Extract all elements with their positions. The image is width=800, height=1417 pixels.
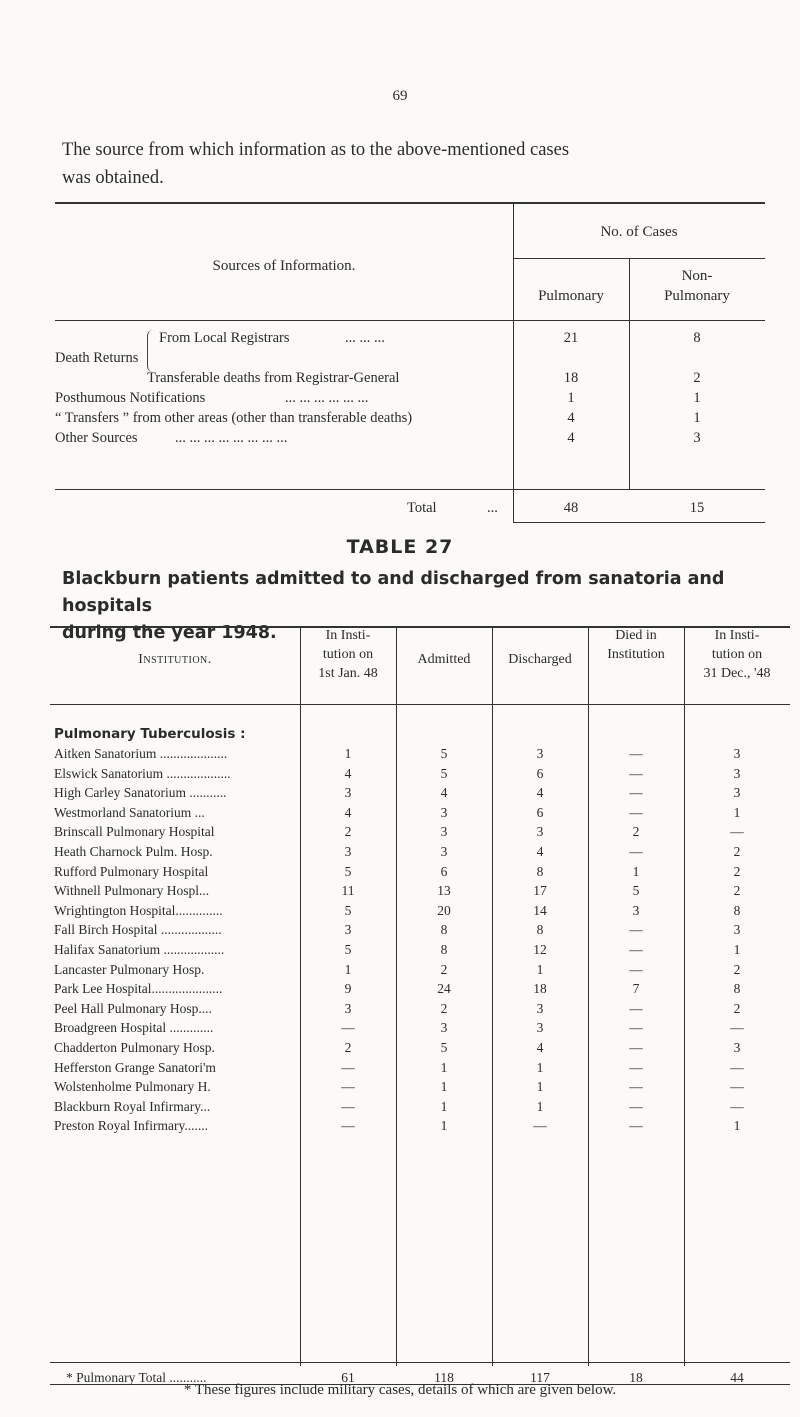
died-header <box>588 626 684 664</box>
cell-died: 2 <box>632 824 640 840</box>
cell-discharged: 4 <box>536 1040 544 1055</box>
cell-discharged: — <box>533 1118 547 1134</box>
cell-end: — <box>730 1098 744 1114</box>
cell-discharged: 1 <box>536 1059 544 1075</box>
intro-line-1: The source from which information as to the above-mentioned cases <box>62 140 570 160</box>
cell-discharged: 3 <box>536 824 544 840</box>
institution-name: Wrightington Hospital.............. <box>54 902 223 918</box>
pulmonary-header: Pulmonary <box>538 288 604 304</box>
cell-died: 7 <box>632 981 640 997</box>
table-row <box>50 1060 790 1079</box>
sources-row-label: “ Transfers ” from other areas (other than transferable deaths) <box>55 410 413 426</box>
cell-admitted: 3 <box>440 1020 448 1036</box>
sources-row-non-pulmonary: 8 <box>693 330 701 346</box>
total-label: * Pulmonary Total ........... <box>66 1370 207 1385</box>
end-header <box>684 626 790 683</box>
institution-name: Peel Hall Pulmonary Hosp.... <box>54 1000 212 1016</box>
cell-end: 3 <box>733 1040 741 1055</box>
sources-col-header: Sources of Information. <box>212 258 356 274</box>
cell-died: — <box>629 1059 643 1075</box>
sources-bottom-rule <box>513 522 765 523</box>
cell-admitted: 3 <box>440 844 448 859</box>
sources-total-pulmonary: 48 <box>563 500 579 516</box>
sources-row <box>55 410 765 430</box>
discharged-header: Discharged <box>508 652 572 667</box>
cell-died: — <box>629 961 643 977</box>
cell-admitted: 3 <box>440 824 448 840</box>
table-27-subtitle-line-2: during the year 1948. <box>62 623 277 643</box>
cell-died: — <box>629 1040 643 1055</box>
institution-name: Elswick Sanatorium ................... <box>54 765 231 781</box>
sources-row-non-pulmonary: 2 <box>693 370 701 386</box>
end-header-line-1: In Insti- <box>714 628 760 643</box>
death-returns-label: Death Returns <box>55 350 139 366</box>
table-row <box>50 1020 790 1039</box>
table-row <box>50 1001 790 1020</box>
page-number: 69 <box>392 88 408 104</box>
non-pulmonary-header-1: Non- <box>681 268 713 284</box>
cell-start: 3 <box>344 922 352 938</box>
sources-divider-1 <box>513 202 514 522</box>
institution-name: Aitken Sanatorium .................... <box>54 746 228 761</box>
cell-admitted: 1 <box>440 1079 448 1095</box>
total-admitted: 118 <box>434 1370 454 1385</box>
total-discharged: 117 <box>530 1370 550 1385</box>
cell-end: 1 <box>733 942 741 957</box>
cell-died: — <box>629 785 643 801</box>
start-header-line-2: tution on <box>322 647 374 662</box>
cell-admitted: 2 <box>440 1000 448 1016</box>
institution-name: Broadgreen Hospital ............. <box>54 1020 214 1036</box>
cell-end: 3 <box>733 765 741 781</box>
cell-end: — <box>730 1079 744 1095</box>
institution-name: Hefferston Grange Sanatori'm <box>54 1059 216 1075</box>
cell-end: — <box>730 1059 744 1075</box>
table-row <box>50 766 790 785</box>
cell-end: — <box>730 1020 744 1036</box>
cell-died: — <box>629 746 643 761</box>
cell-end: 2 <box>733 1000 741 1016</box>
sources-row-label: From Local Registrars <box>159 330 290 346</box>
cell-admitted: 1 <box>440 1098 448 1114</box>
cell-start: — <box>341 1118 355 1134</box>
cell-start: 11 <box>341 883 355 899</box>
institution-name: Rufford Pulmonary Hospital <box>54 863 209 879</box>
sources-row-pulmonary: 18 <box>563 370 579 386</box>
sources-row-pulmonary: 4 <box>567 410 575 426</box>
cell-admitted: 1 <box>440 1118 448 1134</box>
sources-total-non-pulmonary: 15 <box>689 500 705 516</box>
cell-admitted: 20 <box>437 902 451 918</box>
total-end: 44 <box>730 1370 744 1385</box>
institution-name: Fall Birch Hospital .................. <box>54 922 222 938</box>
cell-died: — <box>629 765 643 781</box>
institution-name: High Carley Sanatorium ........... <box>54 785 227 801</box>
institution-name: Heath Charnock Pulm. Hosp. <box>54 844 213 859</box>
institution-name: Park Lee Hospital..................... <box>54 981 223 997</box>
cell-admitted: 2 <box>440 961 448 977</box>
cell-admitted: 5 <box>440 765 448 781</box>
table-row <box>50 805 790 824</box>
total-died: 18 <box>629 1370 643 1385</box>
cell-start: 3 <box>344 785 352 801</box>
table-row <box>50 922 790 941</box>
cell-admitted: 24 <box>437 981 451 997</box>
table-row <box>50 883 790 902</box>
table-27-subtitle-line-1: Blackburn patients admitted to and discharged from sanatoria and hospitals <box>62 569 725 616</box>
footnote: * These figures include military cases, details of which are given below. <box>183 1382 617 1398</box>
start-header <box>300 626 396 683</box>
sources-row-label: Transferable deaths from Registrar-General <box>147 370 400 386</box>
sources-total-row <box>55 500 765 520</box>
table-row <box>50 1118 790 1137</box>
table-row <box>50 942 790 961</box>
institution-header: Institution. <box>138 652 212 667</box>
cell-admitted: 6 <box>440 863 448 879</box>
institution-name: Halifax Sanatorium .................. <box>54 942 225 957</box>
sources-row <box>55 430 765 450</box>
cell-start: — <box>341 1079 355 1095</box>
table-row <box>50 746 790 765</box>
institution-name: Westmorland Sanatorium ... <box>54 804 205 820</box>
table-row <box>50 981 790 1000</box>
t27-total-rule <box>50 1362 790 1363</box>
sources-table-top-rule <box>55 202 765 204</box>
cell-discharged: 4 <box>536 785 544 801</box>
cell-end: 8 <box>733 981 741 997</box>
institution-name: Wolstenholme Pulmonary H. <box>54 1079 211 1095</box>
sources-row-non-pulmonary: 3 <box>693 430 701 446</box>
sources-row-dots: ... ... ... <box>345 330 385 346</box>
cell-end: — <box>730 824 744 840</box>
sources-row-non-pulmonary: 1 <box>693 410 701 426</box>
institution-name: Brinscall Pulmonary Hospital <box>54 824 215 840</box>
cell-discharged: 3 <box>536 746 544 761</box>
table-row <box>50 1079 790 1098</box>
admitted-header: Admitted <box>417 652 471 667</box>
died-header-line-1: Died in <box>615 628 657 643</box>
cell-discharged: 8 <box>536 922 544 938</box>
sources-row-dots: ... ... ... ... ... ... ... ... <box>175 430 288 446</box>
institution-name: Blackburn Royal Infirmary... <box>54 1098 211 1114</box>
cell-end: 3 <box>733 922 741 938</box>
sources-total-label: Total <box>407 500 437 516</box>
cell-died: — <box>629 922 643 938</box>
end-header-line-2: tution on <box>711 647 763 662</box>
cell-admitted: 1 <box>440 1059 448 1075</box>
cell-admitted: 8 <box>440 942 448 957</box>
cell-end: 1 <box>733 1118 741 1134</box>
cell-admitted: 3 <box>440 804 448 820</box>
cell-discharged: 1 <box>536 961 544 977</box>
cell-end: 2 <box>733 844 741 859</box>
cell-start: 4 <box>344 804 352 820</box>
non-pulmonary-header-2: Pulmonary <box>664 288 730 304</box>
cell-start: 5 <box>344 942 352 957</box>
table-row <box>50 864 790 883</box>
sources-row <box>55 330 765 350</box>
sources-group-rule <box>513 258 765 259</box>
cell-end: 2 <box>733 961 741 977</box>
cell-end: 1 <box>733 804 741 820</box>
intro-line-2: was obtained. <box>62 168 164 188</box>
start-header-line-1: In Insti- <box>325 628 371 643</box>
cell-start: 2 <box>344 1040 352 1055</box>
cell-discharged: 12 <box>533 942 547 957</box>
cell-admitted: 5 <box>440 746 448 761</box>
cell-died: 5 <box>632 883 640 899</box>
sources-total-rule <box>55 489 765 490</box>
cell-died: — <box>629 1098 643 1114</box>
cell-died: — <box>629 844 643 859</box>
cell-discharged: 1 <box>536 1079 544 1095</box>
cell-end: 3 <box>733 785 741 801</box>
institution-name: Chadderton Pulmonary Hosp. <box>54 1040 215 1055</box>
sources-row <box>55 370 765 390</box>
intro-paragraph <box>62 136 772 192</box>
cell-start: — <box>341 1098 355 1114</box>
table-row <box>50 1040 790 1059</box>
sources-row-label: Other Sources <box>55 430 138 446</box>
cell-discharged: 17 <box>533 883 547 899</box>
sources-row-pulmonary: 4 <box>567 430 575 446</box>
cases-group-header: No. of Cases <box>600 224 678 240</box>
cell-start: — <box>341 1020 355 1036</box>
cell-discharged: 6 <box>536 765 544 781</box>
cell-died: — <box>629 1118 643 1134</box>
cell-died: — <box>629 1079 643 1095</box>
table-27-title: TABLE 27 <box>346 536 454 558</box>
cell-start: — <box>341 1059 355 1075</box>
sources-row-label: Posthumous Notifications <box>55 390 206 406</box>
cell-discharged: 18 <box>533 981 547 997</box>
cell-discharged: 3 <box>536 1000 544 1016</box>
sources-row-pulmonary: 21 <box>563 330 579 346</box>
section-label: Pulmonary Tuberculosis : <box>54 726 246 742</box>
cell-start: 4 <box>344 765 352 781</box>
cell-end: 2 <box>733 883 741 899</box>
table-row <box>50 824 790 843</box>
cell-admitted: 13 <box>437 883 451 899</box>
cell-died: — <box>629 942 643 957</box>
cell-discharged: 14 <box>533 902 547 918</box>
cell-start: 3 <box>344 844 352 859</box>
cell-discharged: 3 <box>536 1020 544 1036</box>
cell-died: — <box>629 1000 643 1016</box>
cell-start: 9 <box>344 981 352 997</box>
cell-start: 1 <box>344 961 352 977</box>
cell-end: 8 <box>733 902 741 918</box>
died-header-line-2: Institution <box>607 647 665 662</box>
cell-admitted: 5 <box>440 1040 448 1055</box>
cell-discharged: 8 <box>536 863 544 879</box>
table-row <box>50 785 790 804</box>
cell-died: — <box>629 804 643 820</box>
table-row <box>50 962 790 981</box>
end-header-line-3: 31 Dec., '48 <box>703 666 771 681</box>
sources-row-non-pulmonary: 1 <box>693 390 701 406</box>
sources-row <box>55 390 765 410</box>
institution-name: Lancaster Pulmonary Hosp. <box>54 961 205 977</box>
cell-discharged: 4 <box>536 844 544 859</box>
cell-start: 5 <box>344 863 352 879</box>
cell-admitted: 8 <box>440 922 448 938</box>
sources-row-dots: ... ... ... ... ... ... <box>285 390 369 406</box>
cell-end: 3 <box>733 746 741 761</box>
table-row <box>50 844 790 863</box>
cell-start: 3 <box>344 1000 352 1016</box>
cell-discharged: 1 <box>536 1098 544 1114</box>
cell-start: 1 <box>344 746 352 761</box>
institution-name: Preston Royal Infirmary....... <box>54 1118 208 1134</box>
cell-died: 1 <box>632 863 640 879</box>
total-start: 61 <box>341 1370 355 1385</box>
cell-died: 3 <box>632 902 640 918</box>
sources-row-pulmonary: 1 <box>567 390 575 406</box>
section-label-row <box>50 726 790 745</box>
cell-discharged: 6 <box>536 804 544 820</box>
sources-total-dots: ... <box>487 500 498 516</box>
start-header-line-3: 1st Jan. 48 <box>318 666 378 681</box>
table-row <box>50 903 790 922</box>
cell-end: 2 <box>733 863 741 879</box>
cell-admitted: 4 <box>440 785 448 801</box>
table-row <box>50 1099 790 1118</box>
sources-header-rule <box>55 320 765 321</box>
t27-header-rule <box>50 704 790 705</box>
cell-start: 5 <box>344 902 352 918</box>
cell-start: 2 <box>344 824 352 840</box>
cell-died: — <box>629 1020 643 1036</box>
institution-name: Withnell Pulmonary Hospl... <box>54 883 210 899</box>
